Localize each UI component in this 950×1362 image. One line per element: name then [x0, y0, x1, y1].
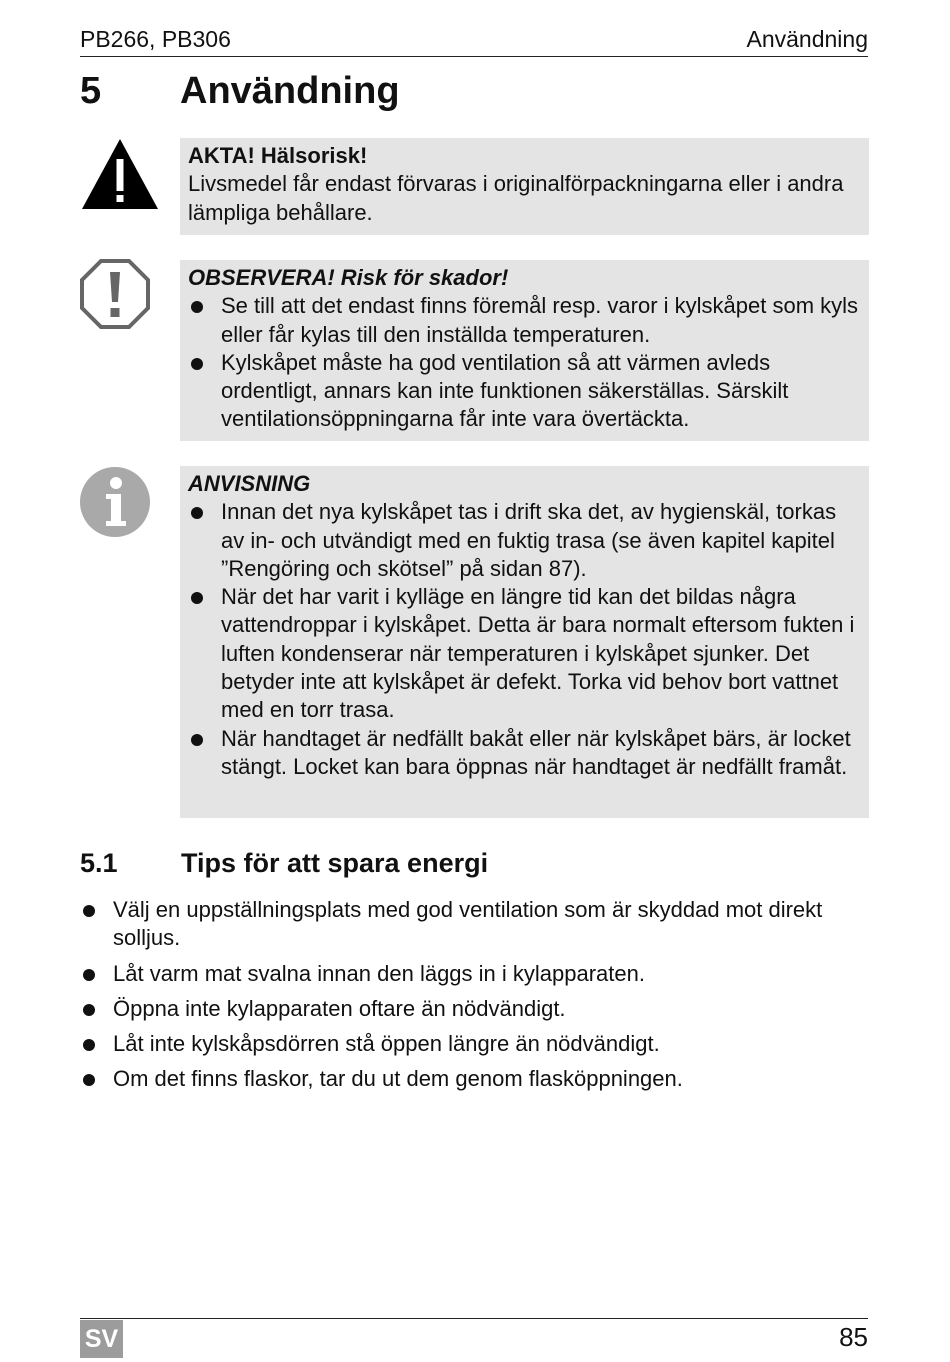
info-circle-icon: [79, 466, 151, 538]
chapter-title: Användning: [180, 70, 400, 112]
note-list: [188, 498, 861, 781]
list-item: [188, 498, 861, 583]
caution-heading: OBSERVERA! Risk för skador!: [188, 265, 509, 290]
list-item-text: Öppna inte kylapparaten oftare än nödvändigt.: [113, 995, 566, 1021]
list-item-text: När handtaget är nedfällt bakåt eller när kylskåpet bärs, är locket stängt. Locket kan bara öppnas när handtaget är nedfällt framåt.: [221, 725, 851, 779]
warning-box: [180, 138, 869, 235]
bullet-icon: [191, 301, 203, 313]
list-item-text: Kylskåpet måste ha god ventilation så att värmen avleds ordentligt, annars kan inte funktionen säkerställas. Särskilt ventilationsöppningarna får inte vara övertäckta.: [221, 349, 789, 432]
footer-divider: [80, 1318, 868, 1319]
header-chapter: Användning: [746, 26, 868, 52]
list-item-text: Innan det nya kylskåpet tas i drift ska det, av hygienskäl, torkas av in- och utvändigt med en fuktig trasa (se även kapitel kapitel ”Rengöring och skötsel” på sidan 87).: [221, 499, 837, 581]
list-item: [188, 292, 861, 349]
list-item: [188, 583, 861, 724]
note-heading: ANVISNING: [188, 471, 311, 496]
section-title: Tips för att spara energi: [181, 848, 489, 878]
list-item: [188, 349, 861, 434]
list-item-text: Om det finns flaskor, tar du ut dem genom flasköppningen.: [113, 1066, 683, 1092]
list-item: [80, 960, 870, 988]
list-item: [188, 725, 861, 782]
list-item-text: När det har varit i kylläge en längre tid kan det bildas några vattendroppar i kylskåpet. Detta är bara normalt eftersom fukten i luften kondenserar när temperaturen i kylskåpet sjunker. Det betyder inte att kylskåpet är defekt. Torka vid behov bort vattnet med en torr trasa.: [221, 584, 855, 723]
note-box: [180, 466, 869, 818]
page-number: 85: [839, 1322, 868, 1352]
language-badge: SV: [80, 1320, 123, 1358]
bullet-icon: [191, 734, 203, 746]
list-item: [80, 896, 870, 953]
list-item: [80, 995, 870, 1023]
list-item-text: Se till att det endast finns föremål resp. varor i kylskåpet som kyls eller får kylas till den inställda temperaturen.: [221, 293, 859, 347]
bullet-icon: [83, 1039, 95, 1051]
warning-triangle-icon: [80, 137, 160, 217]
bullet-icon: [191, 507, 203, 519]
bullet-icon: [83, 969, 95, 981]
chapter-number: 5: [80, 70, 102, 112]
header-model: PB266, PB306: [80, 26, 231, 52]
list-item: [80, 1030, 870, 1058]
list-item-text: Välj en uppställningsplats med god ventilation som är skyddad mot direkt solljus.: [113, 897, 823, 951]
list-item-text: Låt inte kylskåpsdörren stå öppen längre än nödvändigt.: [113, 1031, 660, 1057]
tips-list: [80, 896, 870, 1101]
octagon-exclamation-icon: [79, 258, 151, 330]
caution-list: [188, 292, 861, 433]
list-item-text: Låt varm mat svalna innan den läggs in i kylapparaten.: [113, 960, 645, 986]
list-item: [80, 1065, 870, 1093]
caution-box: [180, 260, 869, 441]
bullet-icon: [191, 592, 203, 604]
warning-heading: AKTA! Hälsorisk!: [188, 143, 368, 168]
warning-text: Livsmedel får endast förvaras i originalförpackningarna eller i andra lämpliga behållare.: [188, 171, 844, 225]
bullet-icon: [83, 1004, 95, 1016]
bullet-icon: [191, 358, 203, 370]
bullet-icon: [83, 1074, 95, 1086]
section-number: 5.1: [80, 848, 118, 878]
page-header: [80, 24, 868, 57]
bullet-icon: [83, 905, 95, 917]
